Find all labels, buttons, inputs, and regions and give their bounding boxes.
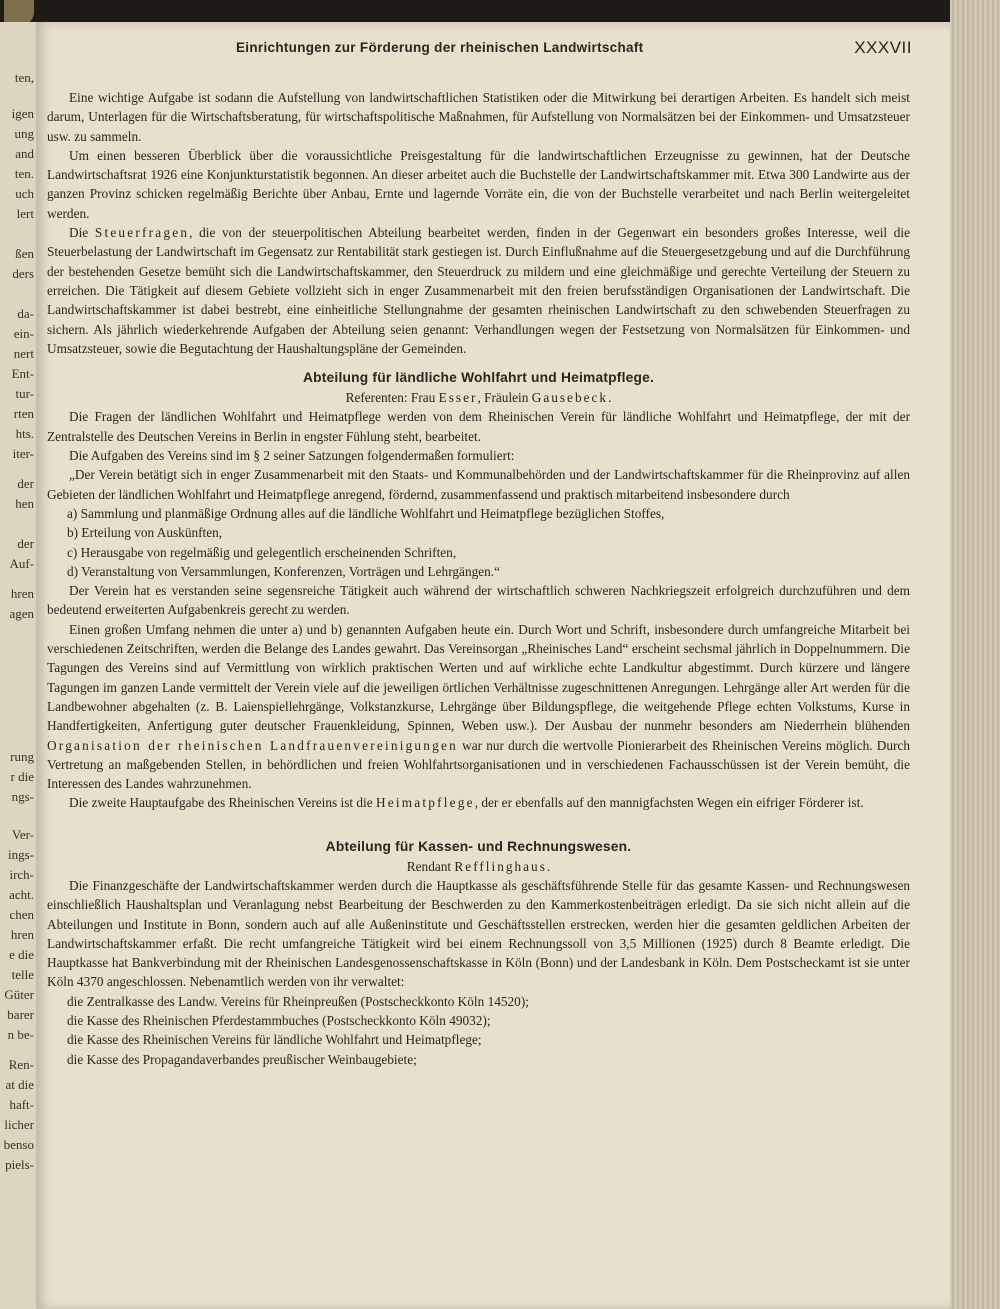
margin-fragment: lert <box>16 206 34 221</box>
margin-fragment: ten. <box>14 166 34 181</box>
header-title: Einrichtungen zur Förderung der rheinischen Landwirtschaft <box>236 40 644 55</box>
list-item: die Kasse des Propagandaverbandes preußischer Weinbaugebiete; <box>67 1051 417 1067</box>
margin-fragment: barer <box>7 1007 34 1022</box>
referent-name: Gausebeck <box>531 390 609 406</box>
text-run: . <box>608 390 612 406</box>
margin-fragment: rung <box>10 749 34 764</box>
heading-kassen: Abteilung für Kassen- und Rechnungswesen. <box>325 838 632 854</box>
list-item: a) Sammlung und planmäßige Ordnung alles auf die ländliche Wohlfahrt und Heimatpflege bezüglichen Stoffes, <box>67 505 665 521</box>
margin-fragment: rten <box>13 406 34 421</box>
list-item: die Kasse des Rheinischen Pferdestammbuches (Postscheckkonto Köln 49032); <box>67 1013 491 1029</box>
text-run: , der er ebenfalls auf den mannigfachsten Wegen ein eifriger Förderer ist. <box>474 795 864 811</box>
referent-name: Esser <box>438 390 478 406</box>
emphasis-organisation: Organisation der rheinischen Landfrauenvereinigungen <box>47 737 458 753</box>
paragraph-konjunktur: Um einen besseren Überblick über die voraussichtliche Preisgestaltung für die landwirtschaftlichen Erzeugnisse zu gewinnen, hat der Deutsche Landwirtschaftsrat 1926 eine Konjunkturstatistik begonnen. An dieser arbeitet auch die Buchstelle der Landwirtschaftskammer mit. Etwa 300 Landwirte aus der ganzen Provinz schicken regelmäßig Berichte über Anbau, Ernte und lagernde Vorräte ein, die von der Buchstelle verarbeitet und nach Berlin weitergeleitet werden. <box>47 147 910 221</box>
margin-fragment: da- <box>17 306 34 321</box>
margin-fragment: Ver- <box>11 827 34 842</box>
margin-fragment: ein- <box>13 326 34 341</box>
margin-fragment: n be- <box>7 1027 34 1042</box>
margin-fragment: nert <box>13 346 34 361</box>
margin-fragment: hts. <box>15 426 34 441</box>
margin-fragment: iter- <box>12 446 34 461</box>
page-edges <box>950 0 1000 1309</box>
margin-fragment: chen <box>9 907 34 922</box>
margin-fragment: ders <box>12 266 34 281</box>
margin-fragment: ngs- <box>11 789 34 804</box>
text-run: Die zweite Hauptaufgabe des Rheinischen Vereins ist die <box>69 795 376 811</box>
margin-fragment: hren <box>10 586 34 601</box>
text-run: Referenten: Frau <box>345 390 439 406</box>
margin-fragment: at die <box>5 1077 34 1092</box>
heading-wohlfahrt: Abteilung für ländliche Wohlfahrt und Heimatpflege. <box>302 370 655 386</box>
running-header <box>40 38 920 62</box>
text-run: Die <box>69 225 95 241</box>
text-run: war nur durch die wertvolle Pionierarbeit des Rheinischen Vereins möglich. Durch Vertretung an maßgebenden Stellen, in behördlichen und freien Wohlfahrtsorganisationen und in verschiedenen Fachausschüssen ist der Verein bemüht, die Interessen des Landes wahrzunehmen. <box>47 737 910 792</box>
paragraph-quote: „Der Verein betätigt sich in enger Zusammenarbeit mit den Staats- und Kommunalbehörden und der Landwirtschaftskammer für die Rheinprovinz auf allen Gebieten der ländlichen Wohlfahrt und Heimatpflege anregend, fördernd, zusammenfassend und praktisch mitarbeitend insbesondere durch <box>47 467 910 502</box>
margin-fragment: igen <box>11 106 34 121</box>
page-number: XXXVII <box>854 38 912 57</box>
emphasis-steuerfragen: Steuerfragen <box>94 225 190 241</box>
margin-fragment: der <box>17 476 34 491</box>
list-item: die Zentralkasse des Landw. Vereins für Rheinpreußen (Postscheckkonto Köln 14520); <box>67 993 529 1009</box>
margin-fragment: tur- <box>15 386 34 401</box>
rendant-line <box>47 857 910 876</box>
margin-fragment: telle <box>11 967 34 982</box>
text-run: , Fräulein <box>477 390 532 406</box>
list-item: b) Erteilung von Auskünften, <box>67 525 223 541</box>
margin-fragment: agen <box>9 606 34 621</box>
margin-fragment: and <box>15 146 34 161</box>
margin-fragment: ten, <box>14 70 34 85</box>
paragraph <box>47 793 910 812</box>
margin-fragment: acht. <box>9 887 34 902</box>
margin-fragment: Güter <box>4 987 34 1002</box>
rendant-name: Refflinghaus <box>454 858 547 874</box>
margin-fragment: der <box>17 536 34 551</box>
text-run: Rendant <box>406 858 455 874</box>
margin-fragment: ings- <box>8 847 34 862</box>
page-body <box>47 88 910 1069</box>
margin-fragment: Ren- <box>8 1057 34 1072</box>
paragraph <box>47 620 910 794</box>
margin-fragment: hen <box>15 496 34 511</box>
paragraph-statistics: Eine wichtige Aufgabe ist sodann die Aufstellung von landwirtschaftlichen Statistiken oder die Mitwirkung bei derartigen Arbeiten. Es handelt sich meist darum, Unterlagen für die Wirtschaftsberatung, für wirtschaftspolitische Maßnahmen, für Aufstellung von Normalsätzen bei der Einkommen- und Umsatzsteuer usw. zu sammeln. <box>47 90 910 144</box>
paragraph: Die Aufgaben des Vereins sind im § 2 seiner Satzungen folgendermaßen formuliert: <box>69 448 515 464</box>
previous-page-margin <box>0 22 36 1309</box>
margin-fragment: ung <box>14 126 34 141</box>
margin-fragment: haft- <box>9 1097 34 1112</box>
margin-fragment: r die <box>10 769 34 784</box>
margin-fragment: benso <box>3 1137 34 1152</box>
text-run: Einen großen Umfang nehmen die unter a) und b) genannten Aufgaben heute ein. Durch Wort und Schrift, insbesondere durch umfangreiche Mitarbeit bei verschiedenen Zeitschriften, werden die Belange des Landes gewahrt. Das Vereinsorgan „Rheinisches Land“ erscheint sechsmal jährlich in Doppelnummern. Die Tagungen des Vereins sind auf Vermittlung von wirklich praktischen Werten und auf wirkliche echte Landkultur abgestimmt. Durch kürzere und längere Tagungen im ganzen Lande vermittelt der Verein viele auf die jeweiligen örtlichen Verhältnisse zugeschnittenen Anregungen. Lehrgänge aller Art werden für die Landbewohner abgehalten (z. B. Laienspiellehrgänge, Volkstanzkurse, Lehrgänge über Bildungspflege, die weitgehende Pflege echten Volkstums, Kurse in Handfertigkeiten, Anfertigung guter deutscher Frauenkleidung, Spinnen, Weben usw.). Der Ausbau der nunmehr besonders am Niederrhein blühenden <box>47 621 910 734</box>
margin-fragment: Ent- <box>11 366 34 381</box>
list-item: die Kasse des Rheinischen Vereins für ländliche Wohlfahrt und Heimatpflege; <box>67 1032 482 1048</box>
scan-top-band <box>0 0 1000 22</box>
list-item: d) Veranstaltung von Versammlungen, Konferenzen, Vorträgen und Lehrgängen.“ <box>67 563 501 579</box>
margin-fragment: piels- <box>5 1157 34 1172</box>
paragraph-steuerfragen <box>47 223 910 358</box>
section-gap <box>47 813 910 827</box>
paragraph: Der Verein hat es verstanden seine segensreiche Tätigkeit auch während der wirtschaftlich schweren Nachkriegszeit erfolgreich durchzuführen und dem bedeutend erweiterten Aufgabenkreis gerecht zu werden. <box>47 583 910 618</box>
margin-fragment: Auf- <box>9 556 34 571</box>
referenten-line <box>47 388 910 407</box>
list-item: c) Herausgabe von regelmäßig und gelegentlich erscheinenden Schriften, <box>67 544 457 560</box>
paragraph: Die Finanzgeschäfte der Landwirtschaftskammer werden durch die Hauptkasse als geschäftsführende Stelle für das gesamte Kassen- und Rechnungswesen einschließlich Haushaltsplan und Veranlagung nebst Bearbeitung der Beschwerden zu den Kammerkostenbeiträgen erledigt. Da sie sich nicht allein auf die Abteilungen und Institute in Bonn, sondern auch auf alle Außeninstitute und Geschäftsstellen erstrecken, werden hier die gesamten geldlichen Arbeiten der Landwirtschaftskammer erfaßt. Die recht umfangreiche Tätigkeit wird bei einem Rechnungssoll von 3,5 Millionen (1925) durch 8 Beamte erledigt. Die Hauptkasse hat Bankverbindung mit der Rheinischen Landesgenossenschaftskasse in Köln (Bonn) und der Landesbank in Köln. Dem Postscheckamt ist sie unter Köln 4370 angeschlossen. Nebenamtlich werden von ihr verwaltet: <box>47 877 910 990</box>
margin-fragment: irch- <box>9 867 34 882</box>
text-run: , die von der steuerpolitischen Abteilung bearbeitet werden, finden in der Gegenwart ein besonders großes Interesse, weil die Steuerbelastung der Landwirtschaft im Gegensatz zur Rentabilität stark gestiegen ist. Durch Einflußnahme auf die Steuergesetzgebung und auf die Durchführung der bestehenden Gesetze bemüht sich die Landwirtschaftskammer, den Steuerdruck zu mildern und eine gleichmäßige und gerechte Verteilung der Steuern zu erreichen. Die Tätigkeit auf diesem Gebiete vollzieht sich in enger Zusammenarbeit mit den freien berufsständigen Organisationen der Landwirtschaft. Die Landwirtschaftskammer ist dabei bestrebt, eine einheitliche Stellungnahme der gesamten rheinischen Landwirtschaft zu den schwebenden Steuerfragen zu sichern. Als jährlich wiederkehrende Aufgaben der Abteilung seien genannt: Verhandlungen wegen der Festsetzung von Normalsätzen für Einkommen- und Umsatzsteuer, sowie die Begutachtung der Haushaltungspläne der Gemeinden. <box>47 225 911 356</box>
paragraph: Die Fragen der ländlichen Wohlfahrt und Heimatpflege werden von dem Rheinischen Verein für ländliche Wohlfahrt und Heimatpflege, der mit der Zentralstelle des Deutschen Vereins in Berlin in engster Fühlung steht, bearbeitet. <box>47 409 910 444</box>
margin-fragment: e die <box>9 947 34 962</box>
margin-fragment: uch <box>15 186 34 201</box>
margin-fragment: licher <box>4 1117 34 1132</box>
margin-fragment: hren <box>10 927 34 942</box>
text-run: . <box>546 858 551 874</box>
emphasis-heimatpflege: Heimatpflege <box>375 795 475 811</box>
margin-fragment: ßen <box>15 246 34 261</box>
